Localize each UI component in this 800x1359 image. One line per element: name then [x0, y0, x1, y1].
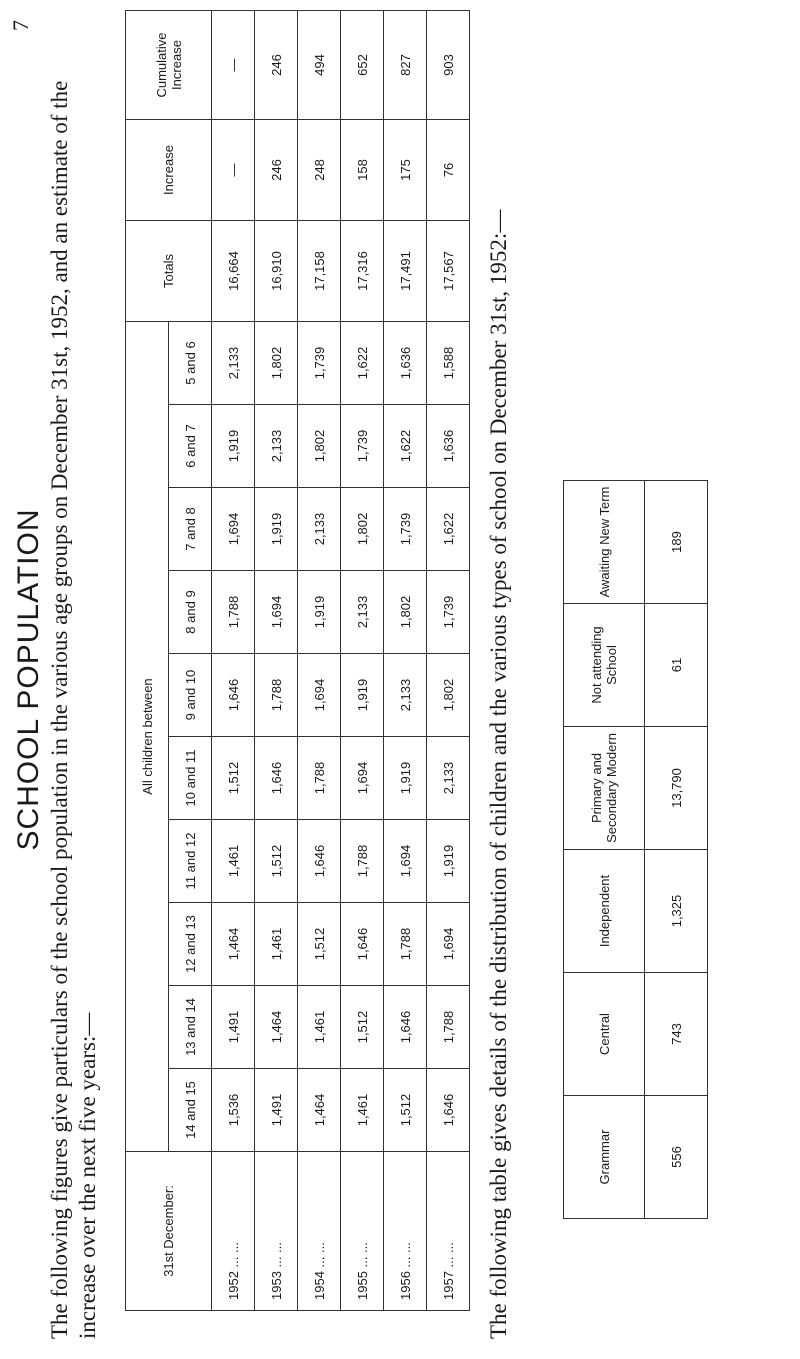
increase-cell: 175 [384, 120, 427, 221]
school-type-value: 189 [645, 481, 708, 604]
cumulative-cell: 494 [298, 11, 341, 120]
age-cell: 1,464 [298, 1069, 341, 1152]
school-type-header: Grammar [564, 1096, 645, 1219]
age-cell: 1,788 [212, 571, 255, 654]
age-cell: 1,622 [427, 488, 470, 571]
age-column-header: 13 and 14 [169, 986, 212, 1069]
age-column-header: 12 and 13 [169, 903, 212, 986]
age-cell: 1,802 [255, 322, 298, 405]
age-cell: 1,788 [341, 820, 384, 903]
cumulative-cell: — [212, 11, 255, 120]
population-table [125, 10, 470, 1311]
age-cell: 1,646 [212, 654, 255, 737]
age-cell: 1,739 [298, 322, 341, 405]
age-cell: 1,694 [341, 737, 384, 820]
age-cell: 1,694 [212, 488, 255, 571]
increase-cell: 248 [298, 120, 341, 221]
school-types-table [563, 480, 708, 1219]
age-cell: 1,512 [384, 1069, 427, 1152]
age-cell: 1,739 [384, 488, 427, 571]
table-row [427, 11, 470, 1311]
increase-cell: 158 [341, 120, 384, 221]
age-cell: 1,788 [427, 986, 470, 1069]
age-cell: 2,133 [427, 737, 470, 820]
table-row [341, 11, 384, 1311]
age-cell: 1,646 [384, 986, 427, 1069]
increase-cell: 76 [427, 120, 470, 221]
increase-cell: 246 [255, 120, 298, 221]
age-cell: 1,694 [427, 903, 470, 986]
age-cell: 2,133 [298, 488, 341, 571]
cumulative-cell: 827 [384, 11, 427, 120]
age-cell: 1,646 [298, 820, 341, 903]
age-cell: 2,133 [384, 654, 427, 737]
age-cell: 1,536 [212, 1069, 255, 1152]
age-cell: 1,788 [298, 737, 341, 820]
age-cell: 1,461 [298, 986, 341, 1069]
page-number: 7 [8, 20, 33, 31]
age-column-header: 8 and 9 [169, 571, 212, 654]
increase-header: Increase [126, 120, 212, 221]
total-cell: 16,664 [212, 221, 255, 322]
school-type-header: Awaiting New Term [564, 481, 645, 604]
age-cell: 1,512 [341, 986, 384, 1069]
age-cell: 1,694 [298, 654, 341, 737]
totals-header: Totals [126, 221, 212, 322]
age-cell: 1,694 [384, 820, 427, 903]
age-cell: 1,919 [212, 405, 255, 488]
total-cell: 16,910 [255, 221, 298, 322]
age-cell: 2,133 [341, 571, 384, 654]
age-cell: 1,802 [427, 654, 470, 737]
age-cell: 1,461 [341, 1069, 384, 1152]
age-cell: 1,512 [212, 737, 255, 820]
year-cell: 1956 ... ... [384, 1152, 427, 1311]
age-cell: 1,636 [384, 322, 427, 405]
age-cell: 1,636 [427, 405, 470, 488]
age-cell: 1,802 [341, 488, 384, 571]
year-cell: 1957 ... ... [427, 1152, 470, 1311]
age-cell: 1,622 [384, 405, 427, 488]
age-cell: 1,512 [298, 903, 341, 986]
age-cell: 1,622 [341, 322, 384, 405]
age-column-header: 7 and 8 [169, 488, 212, 571]
age-cell: 1,491 [255, 1069, 298, 1152]
school-type-value: 556 [645, 1096, 708, 1219]
increase-cell: — [212, 120, 255, 221]
school-type-header: Primary and Secondary Modern [564, 727, 645, 850]
total-cell: 17,158 [298, 221, 341, 322]
age-cell: 1,464 [212, 903, 255, 986]
school-type-header: Not attending School [564, 604, 645, 727]
school-type-value: 743 [645, 973, 708, 1096]
age-cell: 1,512 [255, 820, 298, 903]
age-cell: 1,788 [255, 654, 298, 737]
age-cell: 1,739 [427, 571, 470, 654]
age-cell: 1,646 [427, 1069, 470, 1152]
age-cell: 1,919 [255, 488, 298, 571]
cumulative-cell: 652 [341, 11, 384, 120]
table-row [384, 11, 427, 1311]
age-cell: 1,802 [384, 571, 427, 654]
age-cell: 1,588 [427, 322, 470, 405]
school-type-value: 13,790 [645, 727, 708, 850]
age-cell: 1,491 [212, 986, 255, 1069]
table-row [298, 11, 341, 1311]
total-cell: 17,567 [427, 221, 470, 322]
age-cell: 1,646 [255, 737, 298, 820]
age-cell: 1,464 [255, 986, 298, 1069]
school-type-value: 1,325 [645, 850, 708, 973]
age-cell: 2,133 [212, 322, 255, 405]
group-header: All children between [126, 322, 169, 1152]
school-type-header: Central [564, 973, 645, 1096]
row-header: 31st December: [126, 1152, 212, 1311]
table-row [212, 11, 255, 1311]
year-cell: 1955 ... ... [341, 1152, 384, 1311]
age-cell: 1,802 [298, 405, 341, 488]
page-heading: SCHOOL POPULATION [12, 508, 45, 851]
age-column-header: 14 and 15 [169, 1069, 212, 1152]
cumulative-header: Cumulative Increase [126, 11, 212, 120]
distribution-paragraph: The following table gives details of the distribution of children and the various types of school on December 31st, 1952:— [486, 209, 511, 1339]
intro-paragraph: The following figures give particulars of the school population in the various age groups on December 31st, 1952, and an estimate of the increase over the next five years:— [47, 80, 100, 1339]
table-row [255, 11, 298, 1311]
age-column-header: 9 and 10 [169, 654, 212, 737]
age-cell: 1,919 [384, 737, 427, 820]
age-cell: 1,694 [255, 571, 298, 654]
age-cell: 2,133 [255, 405, 298, 488]
age-cell: 1,919 [298, 571, 341, 654]
age-cell: 1,919 [427, 820, 470, 903]
age-cell: 1,919 [341, 654, 384, 737]
age-column-header: 11 and 12 [169, 820, 212, 903]
year-cell: 1953 ... ... [255, 1152, 298, 1311]
school-type-header: Independent [564, 850, 645, 973]
school-type-value: 61 [645, 604, 708, 727]
cumulative-cell: 246 [255, 11, 298, 120]
year-cell: 1952 ... ... [212, 1152, 255, 1311]
total-cell: 17,491 [384, 221, 427, 322]
age-column-header: 6 and 7 [169, 405, 212, 488]
total-cell: 17,316 [341, 221, 384, 322]
age-cell: 1,646 [341, 903, 384, 986]
age-cell: 1,461 [212, 820, 255, 903]
age-column-header: 10 and 11 [169, 737, 212, 820]
age-cell: 1,461 [255, 903, 298, 986]
year-cell: 1954 ... ... [298, 1152, 341, 1311]
table-row [645, 481, 708, 1219]
age-column-header: 5 and 6 [169, 322, 212, 405]
age-cell: 1,788 [384, 903, 427, 986]
age-cell: 1,739 [341, 405, 384, 488]
cumulative-cell: 903 [427, 11, 470, 120]
